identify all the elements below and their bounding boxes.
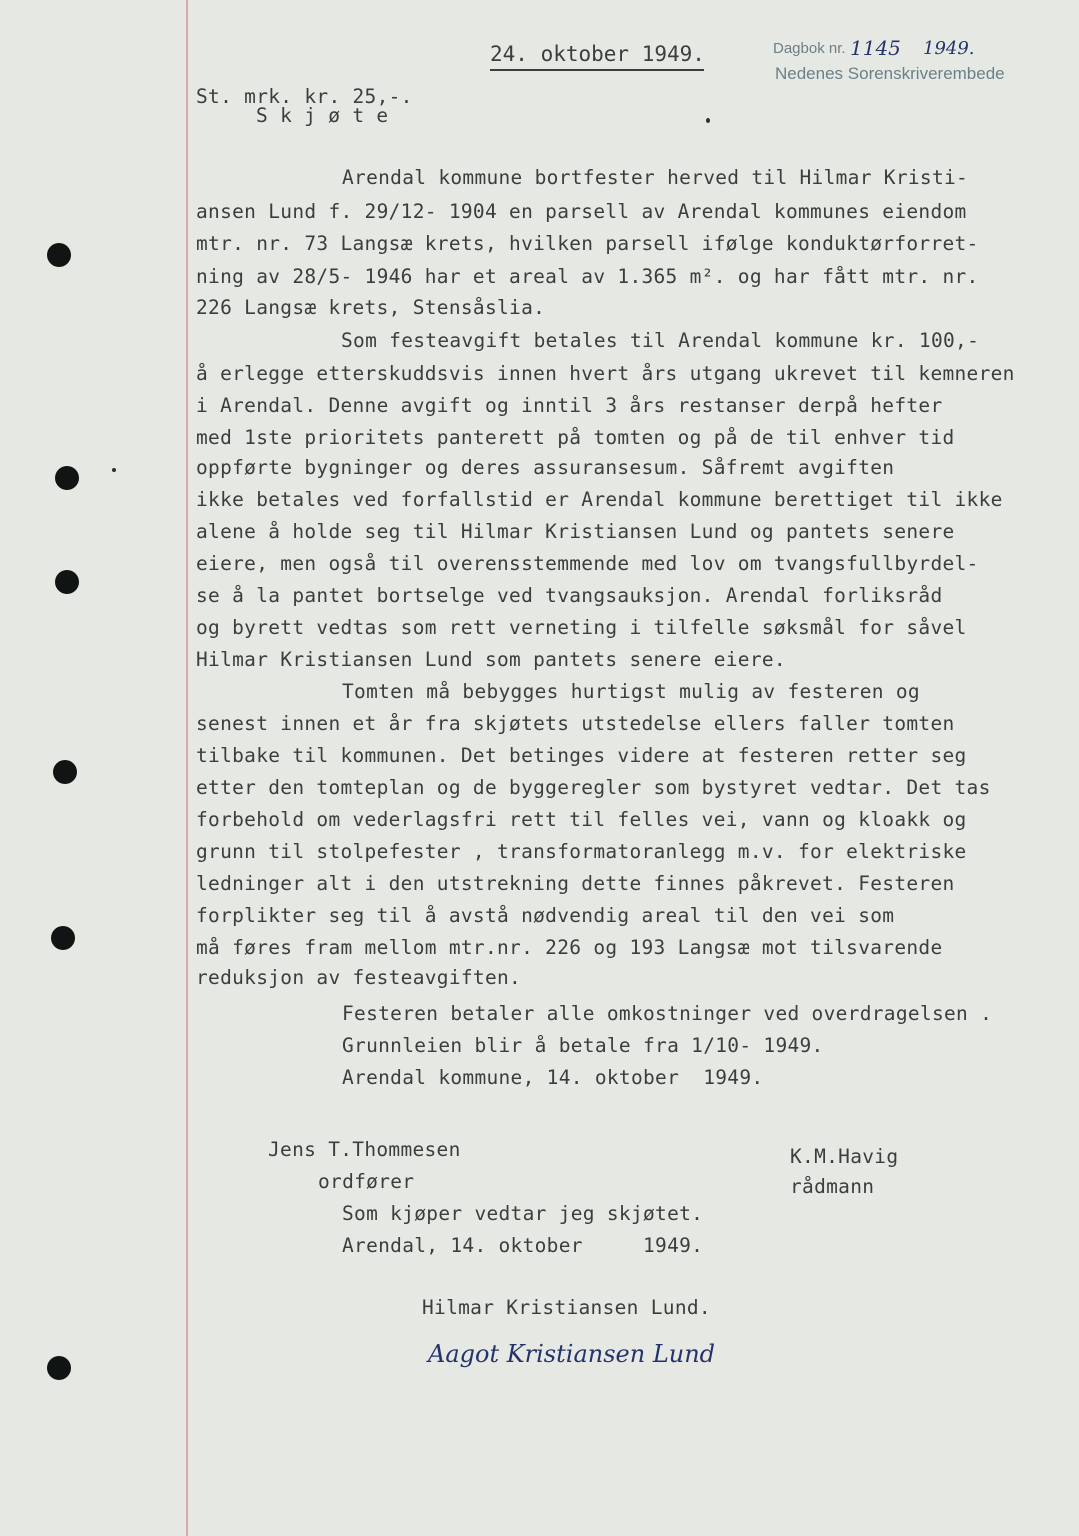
buyer-place-date: Arendal, 14. oktober 1949.	[342, 1234, 704, 1257]
body-line: Grunnleien blir å betale fra 1/10- 1949.	[342, 1034, 824, 1057]
punch-hole	[55, 466, 79, 490]
diary-number: 1145	[850, 36, 901, 60]
punch-hole	[55, 570, 79, 594]
punch-hole	[53, 760, 77, 784]
body-line: ning av 28/5- 1946 har et areal av 1.365 m². og har fått mtr. nr.	[196, 265, 979, 288]
body-line: og byrett vedtas som rett verneting i tilfelle søksmål for såvel	[196, 616, 967, 639]
speck	[706, 118, 710, 123]
body-line: Tomten må bebygges hurtigst mulig av festeren og	[342, 680, 920, 703]
punch-hole	[47, 243, 71, 267]
punch-hole	[51, 926, 75, 950]
body-line: 226 Langsæ krets, Stensåslia.	[196, 296, 546, 319]
speck	[112, 468, 116, 472]
document-title: S k j ø t e	[256, 104, 389, 127]
buyer-acceptance: Som kjøper vedtar jeg skjøtet.	[342, 1202, 704, 1225]
office-stamp: Nedenes Sorenskriverembede	[775, 64, 1005, 83]
signatory-right-name: K.M.Havig	[790, 1145, 899, 1168]
body-line: Festeren betaler alle omkostninger ved overdragelsen .	[342, 1002, 993, 1025]
signatory-right-title: rådmann	[790, 1175, 875, 1198]
body-line: se å la pantet bortselge ved tvangsauksjon. Arendal forliksråd	[196, 584, 943, 607]
body-line: oppførte bygninger og deres assuransesum. Såfremt avgiften	[196, 456, 895, 479]
body-line: ansen Lund f. 29/12- 1904 en parsell av Arendal kommunes eiendom	[196, 200, 967, 223]
diary-year: 1949.	[923, 38, 975, 59]
body-line: etter den tomteplan og de byggeregler som bystyret vedtar. Det tas	[196, 776, 991, 799]
body-line: med 1ste prioritets panterett på tomten og på de til enhver tid	[196, 426, 955, 449]
signatory-left-name: Jens T.Thommesen	[268, 1138, 461, 1161]
date-underline	[490, 69, 704, 71]
document-date: 24. oktober 1949.	[490, 42, 705, 66]
body-line: reduksjon av festeavgiften.	[196, 966, 522, 989]
body-line: eiere, men også til overensstemmende med lov om tvangsfullbyrdel-	[196, 552, 979, 575]
body-line: forbehold om vederlagsfri rett til felles vei, vann og kloakk og	[196, 808, 967, 831]
body-line: tilbake til kommunen. Det betinges videre at festeren retter seg	[196, 744, 967, 767]
signatory-left-title: ordfører	[318, 1170, 415, 1193]
body-line: Arendal kommune, 14. oktober 1949.	[342, 1066, 764, 1089]
body-line: mtr. nr. 73 Langsæ krets, hvilken parsell ifølge konduktørforret-	[196, 232, 979, 255]
body-line: alene å holde seg til Hilmar Kristiansen Lund og pantets senere	[196, 520, 955, 543]
margin-rule	[186, 0, 188, 1536]
body-line: i Arendal. Denne avgift og inntil 3 års restanser derpå hefter	[196, 394, 943, 417]
body-line: grunn til stolpefester , transformatoranlegg m.v. for elektriske	[196, 840, 967, 863]
punch-hole	[47, 1356, 71, 1380]
stamp-duty: St. mrk. kr. 25,-.	[196, 85, 413, 108]
body-line: må føres fram mellom mtr.nr. 226 og 193 Langsæ mot tilsvarende	[196, 936, 943, 959]
body-line: ledninger alt i den utstrekning dette finnes påkrevet. Festeren	[196, 872, 955, 895]
body-line: Som festeavgift betales til Arendal kommune kr. 100,-	[341, 329, 980, 352]
body-line: senest innen et år fra skjøtets utstedelse ellers faller tomten	[196, 712, 955, 735]
body-line: Arendal kommune bortfester herved til Hilmar Kristi-	[342, 166, 969, 189]
body-line: å erlegge etterskuddsvis innen hvert års utgang ukrevet til kemneren	[196, 362, 1015, 385]
body-line: forplikter seg til å avstå nødvendig areal til den vei som	[196, 904, 895, 927]
handwritten-signature: Aagot Kristiansen Lund	[428, 1340, 716, 1368]
buyer-name: Hilmar Kristiansen Lund.	[422, 1296, 711, 1319]
body-line: Hilmar Kristiansen Lund som pantets senere eiere.	[196, 648, 786, 671]
diary-stamp-label: Dagbok nr.	[773, 40, 846, 57]
body-line: ikke betales ved forfallstid er Arendal kommune berettiget til ikke	[196, 488, 1003, 511]
